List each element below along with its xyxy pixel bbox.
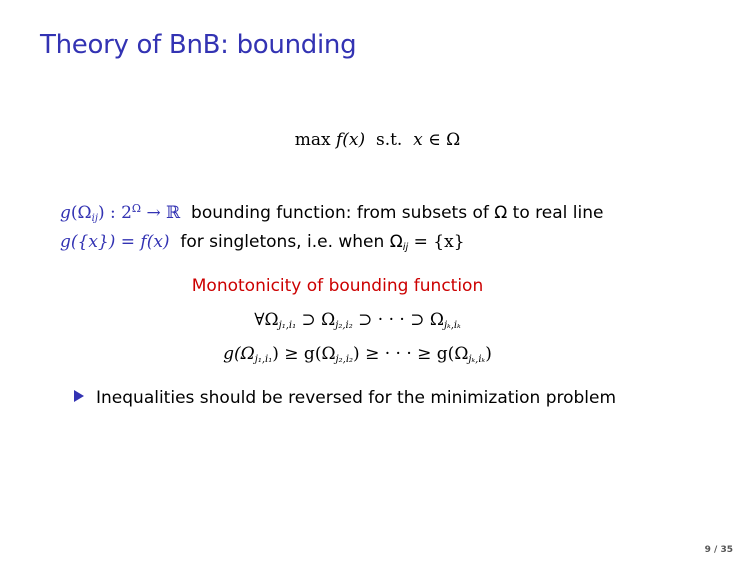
sub-j1i1: j₁,i₁ <box>278 320 297 331</box>
variable-x: x <box>413 130 423 150</box>
sub-g-j2i2: j₂,i₂ <box>335 354 354 365</box>
sub-g-jkik: jₖ,iₖ <box>468 354 486 365</box>
arrow-to-reals: → ℝ <box>141 203 181 223</box>
bullet-item <box>74 388 616 408</box>
sub-j2i2: j₂,i₂ <box>335 320 353 331</box>
supset-chain: ⊃ · · · ⊃ Ω <box>352 310 444 330</box>
slide-title: Theory of BnB: bounding <box>40 30 357 60</box>
supset-1: ⊃ Ω <box>296 310 336 330</box>
subject-to: s.t. <box>375 130 403 150</box>
definition-text: bounding function: from subsets of Ω to real line <box>191 203 604 223</box>
in-omega: ∈ Ω <box>428 130 461 150</box>
monotonicity-inclusion <box>0 310 735 331</box>
forall-omega: ∀Ω <box>254 310 279 330</box>
function-f: f <box>336 130 343 150</box>
monotonicity-inequality <box>0 344 735 365</box>
singleton-text: for singletons, i.e. when Ω <box>180 232 403 252</box>
page-number: 9 / 35 <box>704 545 733 555</box>
omega-open: (Ω <box>70 203 92 223</box>
sub-jkik: jₖ,iₖ <box>443 320 461 331</box>
singleton-subscript: ij <box>402 242 409 253</box>
triangle-bullet-icon <box>74 390 84 402</box>
monotonicity-title: Monotonicity of bounding function <box>191 276 484 296</box>
singleton-rhs: = {x} <box>408 232 465 252</box>
g-omega-1: g(Ω <box>223 344 255 364</box>
definition-singletons <box>60 232 465 253</box>
ge-1: ) ≥ g(Ω <box>272 344 336 364</box>
max-operator: max <box>294 130 331 150</box>
power-base: ) : 2 <box>97 203 132 223</box>
problem-statement <box>0 130 755 150</box>
close-paren: ) <box>485 344 492 364</box>
bullet-text: Inequalities should be reversed for the minimization problem <box>96 388 617 408</box>
singleton-lhs: g({x}) = f(x) <box>60 232 170 252</box>
g-symbol: g <box>60 203 71 223</box>
definition-bounding-function <box>60 202 603 224</box>
function-arg: (x) <box>342 130 366 150</box>
ge-chain: ) ≥ · · · ≥ g(Ω <box>353 344 469 364</box>
ij-subscript: ij <box>91 213 98 224</box>
sub-g-j1i1: j₁,i₁ <box>254 354 273 365</box>
definition-lhs <box>60 203 180 223</box>
omega-superscript: Ω <box>131 202 142 215</box>
